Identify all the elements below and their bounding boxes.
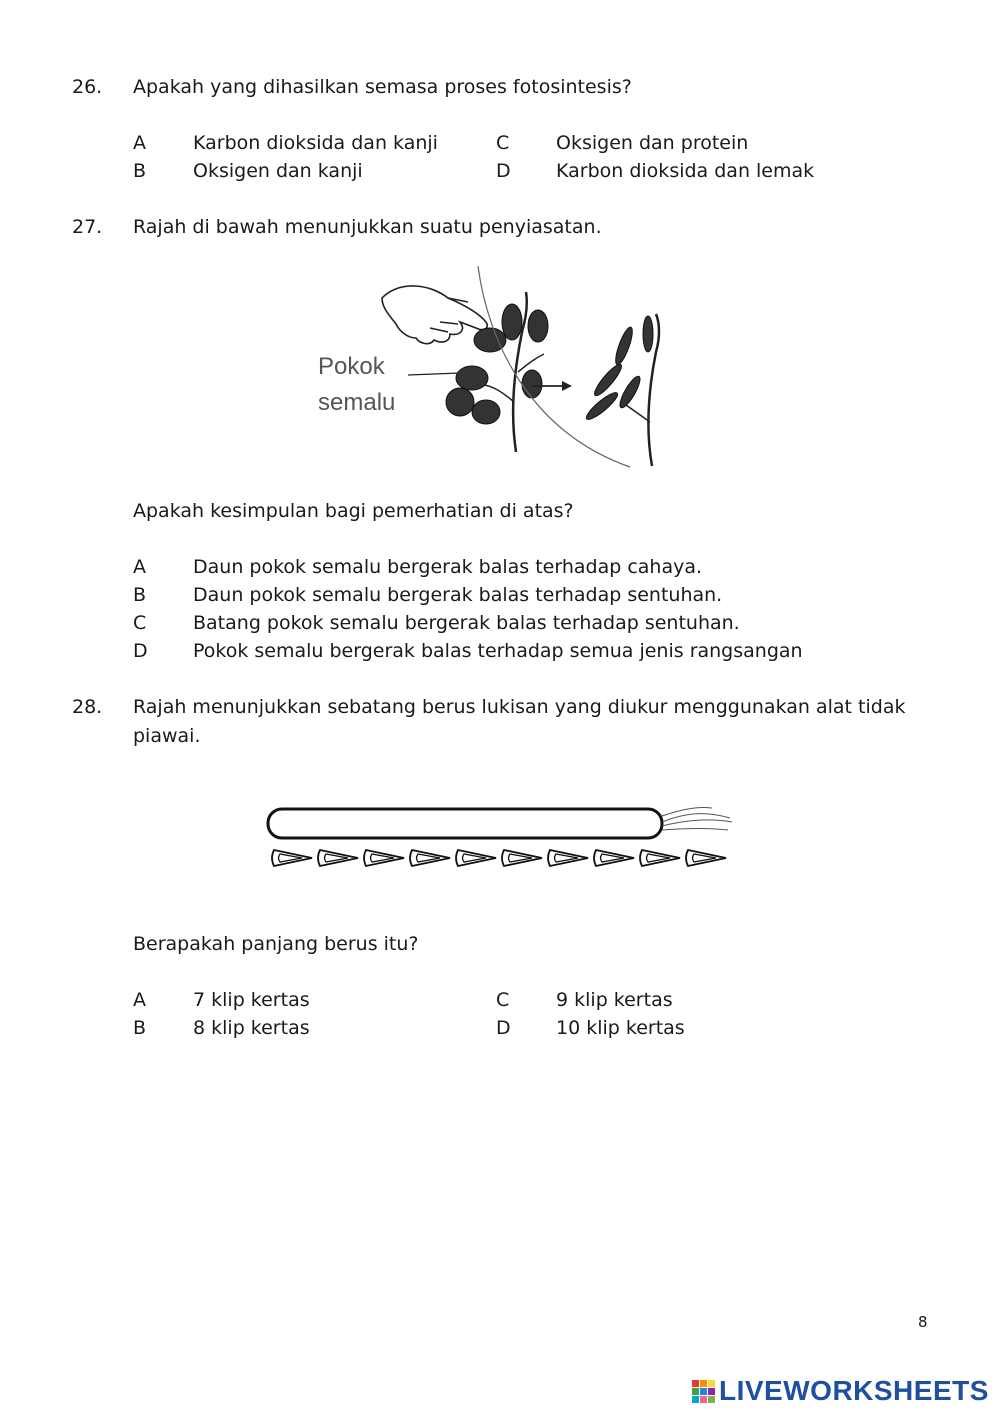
logo-square	[700, 1388, 707, 1395]
q28-option-b-text: 8 klip kertas	[193, 1017, 310, 1039]
q26-option-d-letter: D	[496, 160, 511, 182]
logo-square	[708, 1388, 715, 1395]
question-27-subquestion: Apakah kesimpulan bagi pemerhatian di atas?	[133, 500, 574, 522]
question-28-subquestion: Berapakah panjang berus itu?	[133, 933, 419, 955]
question-26-text: Apakah yang dihasilkan semasa proses fotosintesis?	[133, 76, 632, 98]
q26-option-b-text: Oksigen dan kanji	[193, 160, 363, 182]
q28-option-b-letter: B	[133, 1017, 147, 1039]
paintbrush-bristles-icon	[662, 807, 732, 830]
logo-square	[708, 1396, 715, 1403]
q27-option-d-letter: D	[133, 640, 148, 662]
q26-option-c-letter: C	[496, 132, 510, 154]
paintbrush-measurement-figure	[262, 800, 742, 880]
label-pointer-line	[408, 373, 460, 375]
question-26-number: 26.	[72, 76, 103, 98]
logo-square	[692, 1380, 699, 1387]
figure-label-pokok: Pokok	[318, 353, 385, 380]
touch-me-not-plant-figure	[300, 262, 680, 474]
logo-square	[708, 1380, 715, 1387]
q26-option-d-text: Karbon dioksida dan lemak	[556, 160, 815, 182]
paper-clip-icon	[502, 850, 542, 866]
paper-clip-icon	[456, 850, 496, 866]
paper-clip-icon	[686, 850, 726, 866]
paper-clip-icon	[272, 850, 312, 866]
logo-square	[700, 1380, 707, 1387]
q28-option-d-letter: D	[496, 1017, 511, 1039]
page-number: 8	[918, 1313, 928, 1331]
figure-label-semalu: semalu	[318, 389, 396, 416]
q26-option-b-letter: B	[133, 160, 147, 182]
q26-option-c-text: Oksigen dan protein	[556, 132, 749, 154]
question-28-text-line1: Rajah menunjukkan sebatang berus lukisan yang diukur menggunakan alat tidak	[133, 696, 906, 718]
paper-clip-icon	[594, 850, 634, 866]
q28-option-c-text: 9 klip kertas	[556, 989, 673, 1011]
liveworksheets-logo-icon	[692, 1380, 715, 1403]
curve-line	[478, 266, 630, 467]
q28-option-a-letter: A	[133, 989, 146, 1011]
q27-option-b-letter: B	[133, 584, 147, 606]
q26-option-a-letter: A	[133, 132, 146, 154]
logo-square	[692, 1396, 699, 1403]
arrow-head-icon	[562, 381, 572, 391]
paper-clip-icon	[364, 850, 404, 866]
logo-square	[692, 1388, 699, 1395]
paper-clips-row	[272, 850, 726, 866]
q26-option-a-text: Karbon dioksida dan kanji	[193, 132, 438, 154]
q27-option-c-letter: C	[133, 612, 147, 634]
liveworksheets-logo[interactable]	[692, 1376, 989, 1406]
q27-option-c-text: Batang pokok semalu bergerak balas terhadap sentuhan.	[193, 612, 740, 634]
paper-clip-icon	[548, 850, 588, 866]
question-28-text-line2: piawai.	[133, 725, 201, 747]
q27-option-a-text: Daun pokok semalu bergerak balas terhadap cahaya.	[193, 556, 703, 578]
question-28-number: 28.	[72, 696, 103, 718]
liveworksheets-logo-text: LIVEWORKSHEETS	[719, 1375, 989, 1406]
paper-clip-icon	[410, 850, 450, 866]
q27-option-b-text: Daun pokok semalu bergerak balas terhadap sentuhan.	[193, 584, 723, 606]
logo-square	[700, 1396, 707, 1403]
question-27-text: Rajah di bawah menunjukkan suatu penyiasatan.	[133, 216, 602, 238]
q27-option-a-letter: A	[133, 556, 146, 578]
q28-option-d-text: 10 klip kertas	[556, 1017, 685, 1039]
q27-option-d-text: Pokok semalu bergerak balas terhadap semua jenis rangsangan	[193, 640, 803, 662]
right-plant-leaves-folded	[583, 316, 653, 423]
paper-clip-icon	[640, 850, 680, 866]
paintbrush-handle	[268, 809, 662, 838]
q28-option-c-letter: C	[496, 989, 510, 1011]
paper-clip-icon	[318, 850, 358, 866]
q28-option-a-text: 7 klip kertas	[193, 989, 310, 1011]
question-27-number: 27.	[72, 216, 103, 238]
hand-icon	[382, 286, 487, 344]
